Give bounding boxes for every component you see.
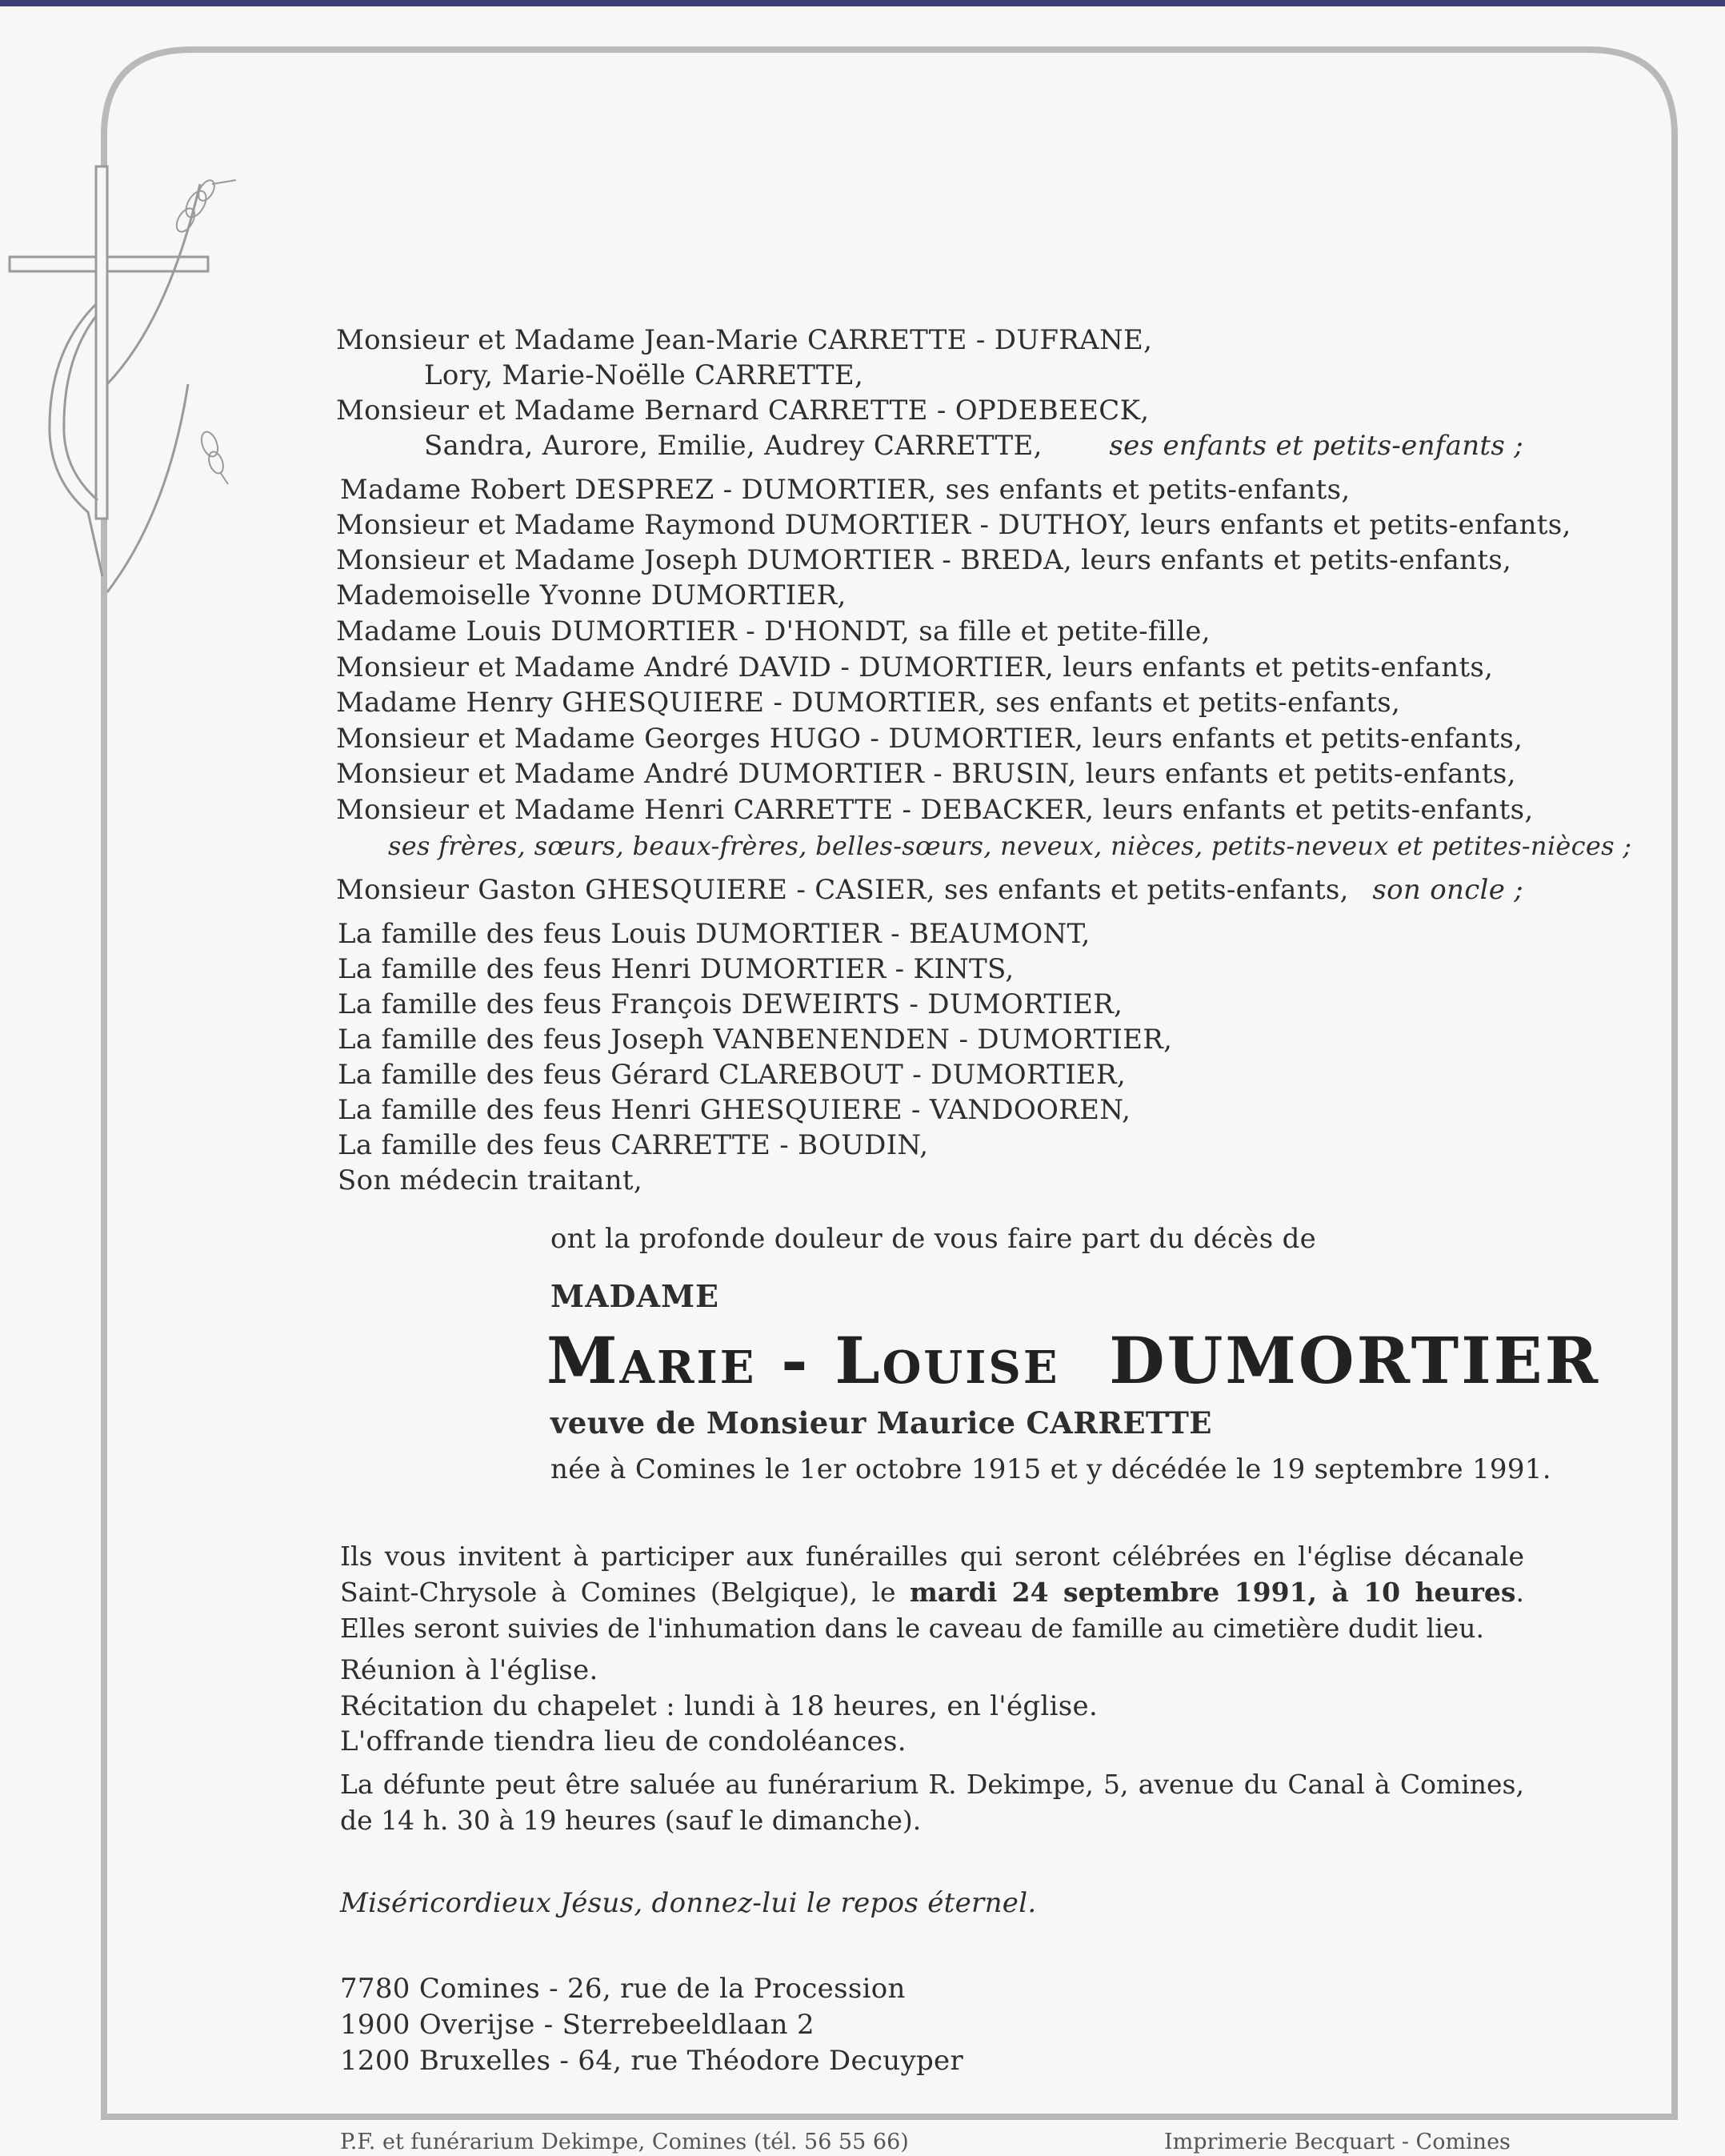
family-line: La famille des feus Henri DUMORTIER - KINTS, [338,953,1015,985]
family-line: Madame Robert DESPREZ - DUMORTIER, ses enfants et petits-enfants, [340,474,1351,506]
family-line: Monsieur et Madame Jean-Marie CARRETTE - DUFRANE, [336,324,1153,356]
prayer: Miséricordieux Jésus, donnez-lui le repos éternel. [340,1887,1037,1919]
address-line: 1900 Overijse - Sterrebeeldlaan 2 [340,2009,814,2041]
funeral-invitation-text-end: . Elles seront suivies de l'inhumation dans le caveau de famille au cimetière dudit lieu. [340,1577,1524,1644]
rosary-note: Récitation du chapelet : lundi à 18 heures, en l'église. [340,1690,1099,1722]
relation-children: ses enfants et petits-enfants ; [1109,430,1523,462]
family-line: Lory, Marie-Noëlle CARRETTE, [424,359,864,391]
visitation-note: La défunte peut être saluée au funérarium R. Dekimpe, 5, avenue du Canal à Comines, de 14 h. 30 à 19 heures (sauf le dimanche). [340,1769,1524,1836]
siblings-relation: ses frères, sœurs, beaux-frères, belles-sœurs, neveux, nièces, petits-neveux et petites-nièces ; [388,831,1632,861]
family-line: Monsieur et Madame Henri CARRETTE - DEBACKER, leurs enfants et petits-enfants, [336,794,1534,826]
birth-death-dates: née à Comines le 1er octobre 1915 et y décédée le 19 septembre 1991. [550,1453,1551,1485]
family-line: La famille des feus Gérard CLAREBOUT - DUMORTIER, [338,1059,1127,1091]
relation-uncle: son oncle ; [1372,874,1523,906]
funeral-invitation-text: Ils vous invitent à participer aux funérailles qui seront célébrées en l'église décanale Saint-Chrysole à Comines (Belgique), le [340,1541,1524,1608]
funeral-invitation [340,1538,1524,1646]
footer-printer: Imprimerie Becquart - Comines [1164,2130,1511,2154]
family-line: La famille des feus Louis DUMORTIER - BEAUMONT, [338,918,1091,950]
family-line: La famille des feus François DEWEIRTS - DUMORTIER, [338,988,1123,1020]
family-line: Madame Louis DUMORTIER - D'HONDT, sa fille et petite-fille, [336,615,1211,647]
footer-funeral-home: P.F. et funérarium Dekimpe, Comines (tél. 56 55 66) [340,2130,909,2154]
family-line: Monsieur et Madame Raymond DUMORTIER - DUTHOY, leurs enfants et petits-enfants, [336,509,1571,541]
address-line: 1200 Bruxelles - 64, rue Théodore Decuyper [340,2045,963,2077]
family-line: La famille des feus Henri GHESQUIERE - VANDOOREN, [338,1094,1131,1126]
family-line: Madame Henry GHESQUIERE - DUMORTIER, ses enfants et petits-enfants, [336,687,1401,719]
deceased-name [546,1324,1600,1397]
address-line: 7780 Comines - 26, rue de la Procession [340,1973,906,2005]
family-line: Monsieur et Madame Bernard CARRETTE - OPDEBEECK, [336,395,1150,427]
funeral-date: mardi 24 septembre 1991, à 10 heures [909,1577,1516,1608]
family-line: Sandra, Aurore, Emilie, Audrey CARRETTE, [424,430,1043,462]
family-line: Monsieur et Madame André DUMORTIER - BRUSIN, leurs enfants et petits-enfants, [336,758,1516,790]
widow-of: veuve de Monsieur Maurice CARRETTE [550,1405,1212,1441]
ribbon-icon [50,184,200,592]
family-line: Monsieur et Madame Georges HUGO - DUMORTIER, leurs enfants et petits-enfants, [336,723,1523,755]
deceased-surname: DUMORTIER [1109,1323,1601,1398]
family-line: Monsieur et Madame André DAVID - DUMORTIER, leurs enfants et petits-enfants, [336,651,1494,683]
announcement-intro: ont la profonde douleur de vous faire part du décès de [550,1223,1317,1255]
deceased-first-names: Marie - Louise [546,1323,1060,1398]
meeting-note: Réunion à l'église. [340,1654,598,1686]
family-line: Monsieur et Madame Joseph DUMORTIER - BREDA, leurs enfants et petits-enfants, [336,544,1512,576]
offering-note: L'offrande tiendra lieu de condoléances. [340,1725,907,1757]
wheat-icon [173,178,236,484]
family-line: La famille des feus Joseph VANBENENDEN - DUMORTIER, [338,1024,1173,1056]
family-line: La famille des feus CARRETTE - BOUDIN, [338,1129,929,1161]
family-line: Monsieur Gaston GHESQUIERE - CASIER, ses enfants et petits-enfants, [336,874,1349,906]
deceased-title: MADAME [550,1278,720,1314]
family-line: Son médecin traitant, [338,1164,642,1196]
family-line: Mademoiselle Yvonne DUMORTIER, [336,579,846,611]
